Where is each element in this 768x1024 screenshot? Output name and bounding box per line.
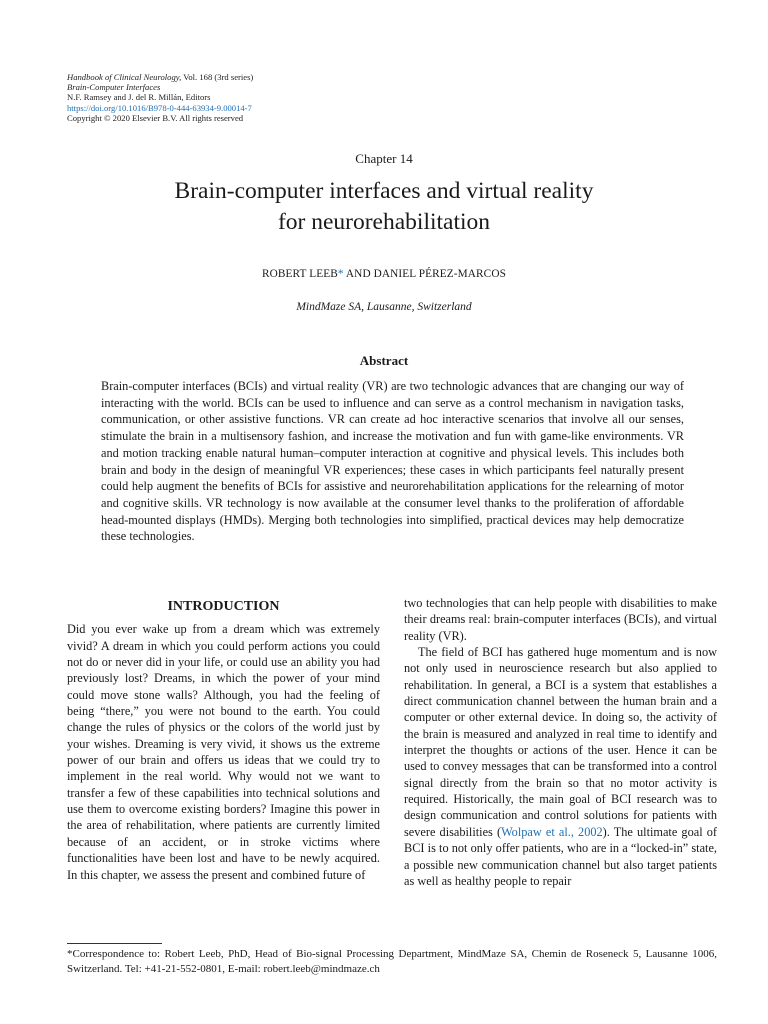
- paragraph-2-text-before: The field of BCI has gathered huge momentum and is now not only used in neuroscience research but also applied to rehabilitation. In general, a BCI is a system that establishes a direct communication channel between the human brain and a computer or other external device. In doing so, the activity of the brain is measured and analyzed in real time to identify and interpret the thoughts or actions of the user. Hence it can be used to convey messages that can be transformed into a control signal directly from the brain so that no motor activity is required. Historically, the main goal of BCI research was to design communication and control solutions for patients with severe disabilities (: [404, 645, 717, 839]
- chapter-title: [0, 176, 768, 238]
- affiliation: MindMaze SA, Lausanne, Switzerland: [296, 301, 472, 313]
- intro-paragraph-1-continued: two technologies that can help people with disabilities to make their dreams real: brain-computer interfaces (BCIs), and virtual reality (VR).: [404, 596, 717, 643]
- editors: N.F. Ramsey and J. del R. Millán, Editors: [67, 92, 211, 103]
- abstract-text: Brain-computer interfaces (BCIs) and virtual reality (VR) are two technologic advances that are changing our way of interacting with the world. BCIs can be used to influence and can serve as a control mechanism in navigation tasks, communication, or other assistive functions. VR can create ad hoc interactive scenarios that involve all our senses, stimulate the brain in a multisensory fashion, and increase the motivation and fun with game-like environments. VR and motion tracking enable natural human–computer interaction at cognitive and physical levels. This includes both brain and body in the design of meaningful VR experiences; these cases in which participants feel naturally present could help augment the benefits of BCIs for assistive and neurorehabilitation applications for the relearning of motor and cognitive skills. VR technology is now available at the consumer level thanks to the proliferation of affordable head-mounted displays (HMDs). Merging both technologies into simplified, practical devices may help democratize these technologies.: [101, 379, 684, 544]
- book-title: Handbook of Clinical Neurology,: [67, 72, 182, 82]
- citation-link[interactable]: Wolpaw et al., 2002: [501, 824, 603, 839]
- title-line-1: Brain-computer interfaces and virtual reality: [174, 178, 594, 204]
- correspondence-footnote: *Correspondence to: Robert Leeb, PhD, Head of Bio-signal Processing Department, MindMaze SA, Chemin de Roseneck 5, Lausanne 1006, Switzerland. Tel: +41-21-552-0801, E-mail: robert.leeb@mindmaze.ch: [67, 948, 717, 975]
- book-subtitle: Brain-Computer Interfaces: [67, 82, 161, 93]
- book-header: [67, 72, 253, 123]
- chapter-label: Chapter 14: [355, 151, 413, 166]
- correspondence-marker[interactable]: *: [337, 268, 344, 280]
- paragraph-2-text-after: ). The ultimate goal of BCI is to not only offer patients, who are in a “locked-in” state, a possible new communication channel but also target patients as well as healthy people to repair: [404, 824, 717, 888]
- footnote-divider: [67, 943, 162, 944]
- author-first: ROBERT LEEB: [262, 268, 338, 280]
- author-list: [0, 268, 768, 280]
- left-column: [67, 595, 380, 883]
- doi-link[interactable]: https://doi.org/10.1016/B978-0-444-63934-9.00014-7: [67, 102, 252, 113]
- introduction-heading: INTRODUCTION: [167, 599, 280, 614]
- volume-info: Vol. 168 (3rd series): [183, 72, 254, 82]
- author-rest: AND DANIEL PÉREZ-MARCOS: [343, 268, 506, 280]
- abstract-heading: Abstract: [359, 353, 409, 368]
- right-column: [404, 595, 717, 889]
- copyright: Copyright © 2020 Elsevier B.V. All rights reserved: [67, 112, 244, 123]
- title-line-2: for neurorehabilitation: [277, 209, 491, 235]
- intro-paragraph-1: Did you ever wake up from a dream which was extremely vivid? A dream in which you could perform actions you could not do or never did in your life, or could use an ability you had previously lost? Dreams, in which the power of your mind could move stone walls? Although, you had the feeling of being “there,” you were not bound to the earth. You could change the rules of physics or the colors of the world just by your wishes. Dreaming is very vivid, it shows us the extreme power of our brain and offers us ideas that we could try to implement in the real world. Why would not we want to transfer a few of these capabilities into technical solutions and use them to overcome existing borders? Imagine this power in the area of rehabilitation, where patients are currently limited because of an accident, or in stroke victims where functionalities have been lost and have to be newly acquired. In this chapter, we assess the present and combined future of: [67, 622, 380, 882]
- intro-paragraph-2: [404, 644, 717, 889]
- book-title-line: [67, 72, 253, 82]
